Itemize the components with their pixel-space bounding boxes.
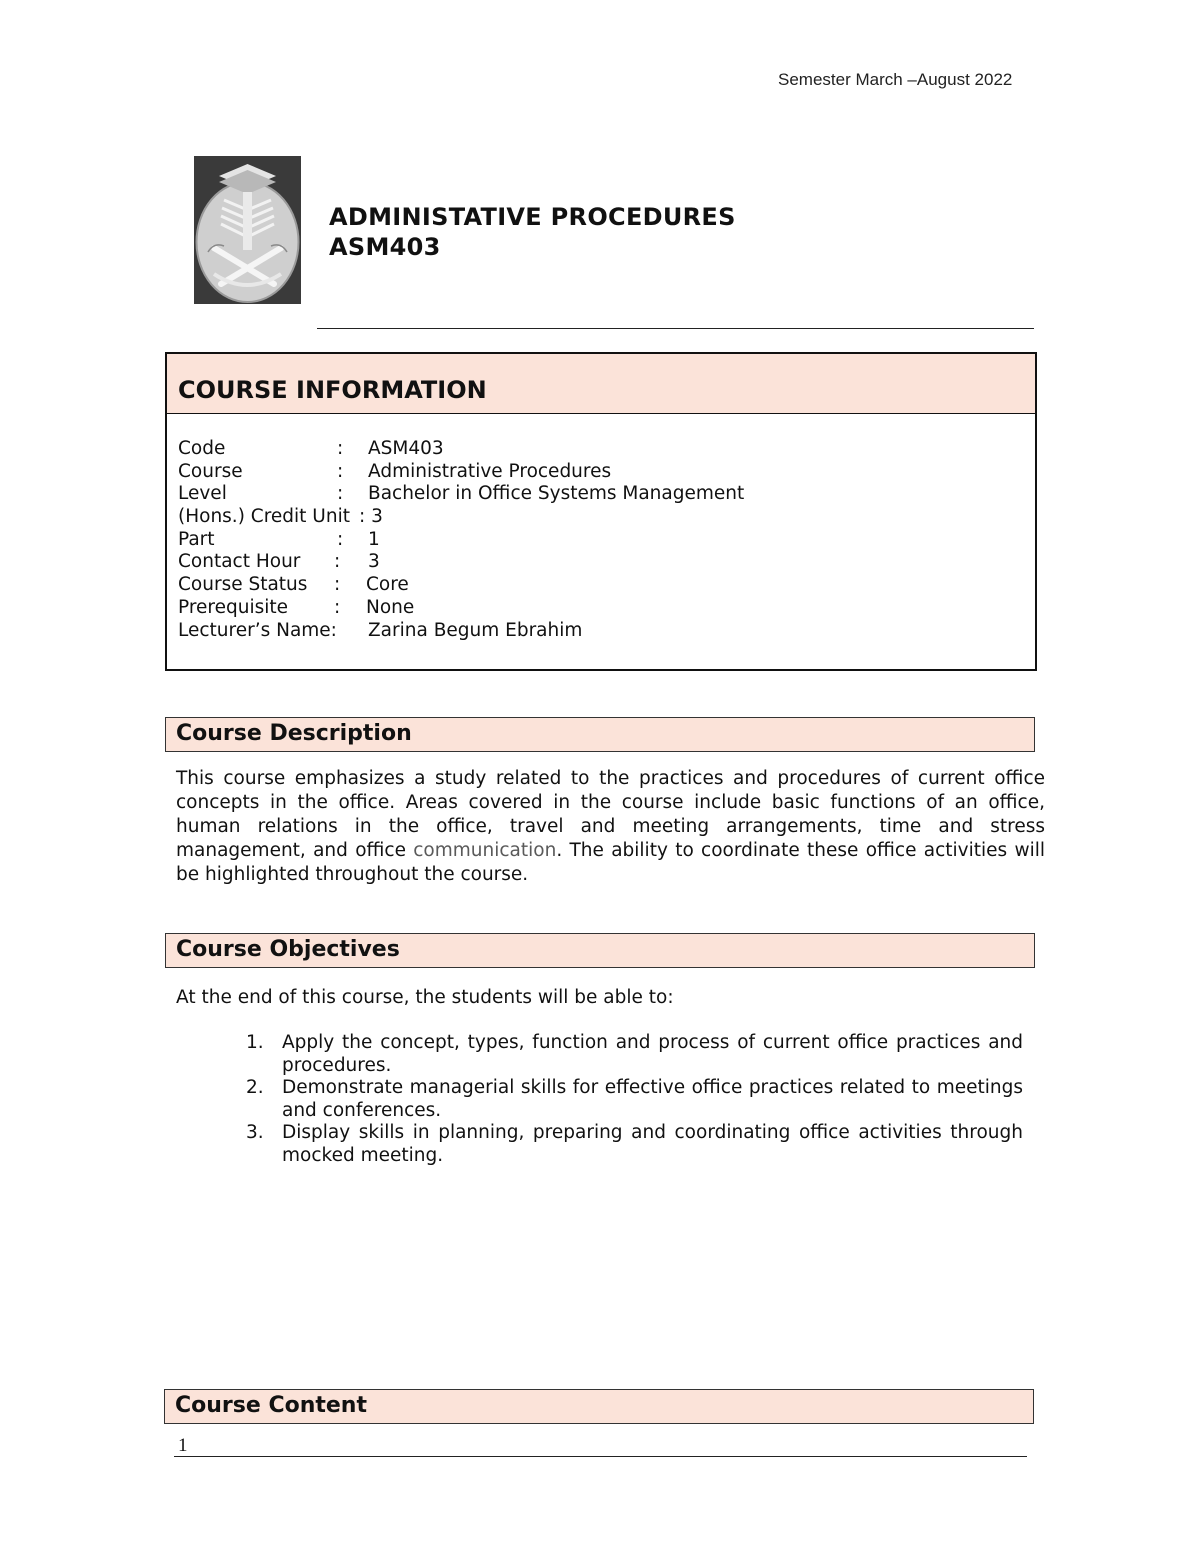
university-crest-icon (194, 156, 301, 304)
semester-label: Semester March –August 2022 (778, 70, 1013, 89)
info-label: Contact Hour (178, 551, 301, 573)
objectives-list (240, 1032, 1023, 1167)
info-label: Part (178, 528, 215, 550)
info-colon: : (334, 551, 341, 573)
objective-number: 1. (246, 1032, 264, 1053)
info-colon: : (334, 596, 341, 618)
title-course-name: ADMINISTATIVE PROCEDURES (329, 203, 736, 231)
course-description-header (165, 717, 1035, 752)
info-value: Administrative Procedures (368, 460, 612, 482)
document-title (329, 202, 736, 262)
course-content-header (164, 1389, 1034, 1424)
objective-item (240, 1077, 1023, 1122)
course-objectives-header (165, 933, 1035, 968)
title-course-code: ASM403 (329, 233, 441, 261)
course-objectives-heading: Course Objectives (176, 937, 400, 962)
objective-text: Demonstrate managerial skills for effective office practices related to meetings and conferences. (282, 1077, 1023, 1121)
objective-text: Apply the concept, types, function and process of current office practices and procedures. (282, 1032, 1023, 1076)
footer-divider (174, 1456, 1027, 1457)
objective-number: 3. (246, 1122, 264, 1143)
info-label: Code (178, 438, 226, 459)
info-label: Course Status (178, 574, 308, 596)
objectives-intro: At the end of this course, the students will be able to: (176, 987, 674, 1008)
description-highlight: communication (413, 840, 557, 861)
info-value: Core (366, 574, 409, 596)
info-colon: : (337, 528, 344, 550)
info-label: (Hons.) Credit Unit (178, 506, 350, 528)
objective-text: Display skills in planning, preparing and coordinating office activities through mocked meeting. (282, 1122, 1023, 1166)
objective-number: 2. (246, 1077, 264, 1098)
course-information-heading: COURSE INFORMATION (178, 376, 487, 404)
info-label: Level (178, 483, 227, 505)
info-label: Course (178, 460, 243, 482)
info-colon: : (334, 574, 341, 596)
course-information-header (167, 354, 1035, 414)
info-value: Bachelor in Office Systems Management (368, 483, 745, 505)
objective-item (240, 1122, 1023, 1167)
course-description-heading: Course Description (176, 721, 412, 746)
objective-item (240, 1032, 1023, 1077)
info-colon: : (337, 460, 344, 482)
course-description-text (176, 767, 1045, 887)
info-value: None (366, 596, 415, 618)
description-text: This course emphasizes a study related to the practices and procedures of current office concepts in the office. Areas covered in the course include basic functions of an office, human relations in the office, travel and meeting arrangements, time and stress management, and office (176, 768, 1045, 861)
info-value: 1 (368, 528, 380, 550)
info-value: 3 (368, 551, 380, 573)
info-colon: : 3 (359, 506, 383, 528)
page-number: 1 (178, 1435, 188, 1456)
info-label: Lecturer’s Name: (178, 619, 337, 641)
info-value: Zarina Begum Ebrahim (368, 619, 583, 641)
course-content-heading: Course Content (175, 1393, 367, 1418)
course-information-box (165, 352, 1037, 671)
info-colon: : (337, 438, 344, 459)
info-colon: : (337, 483, 344, 505)
description-text-end: . The ability to coordinate these office activities will be highlighted throughout the course. (176, 840, 1045, 885)
title-divider (317, 328, 1034, 329)
info-label: Prerequisite (178, 596, 289, 618)
info-value: ASM403 (368, 438, 444, 459)
